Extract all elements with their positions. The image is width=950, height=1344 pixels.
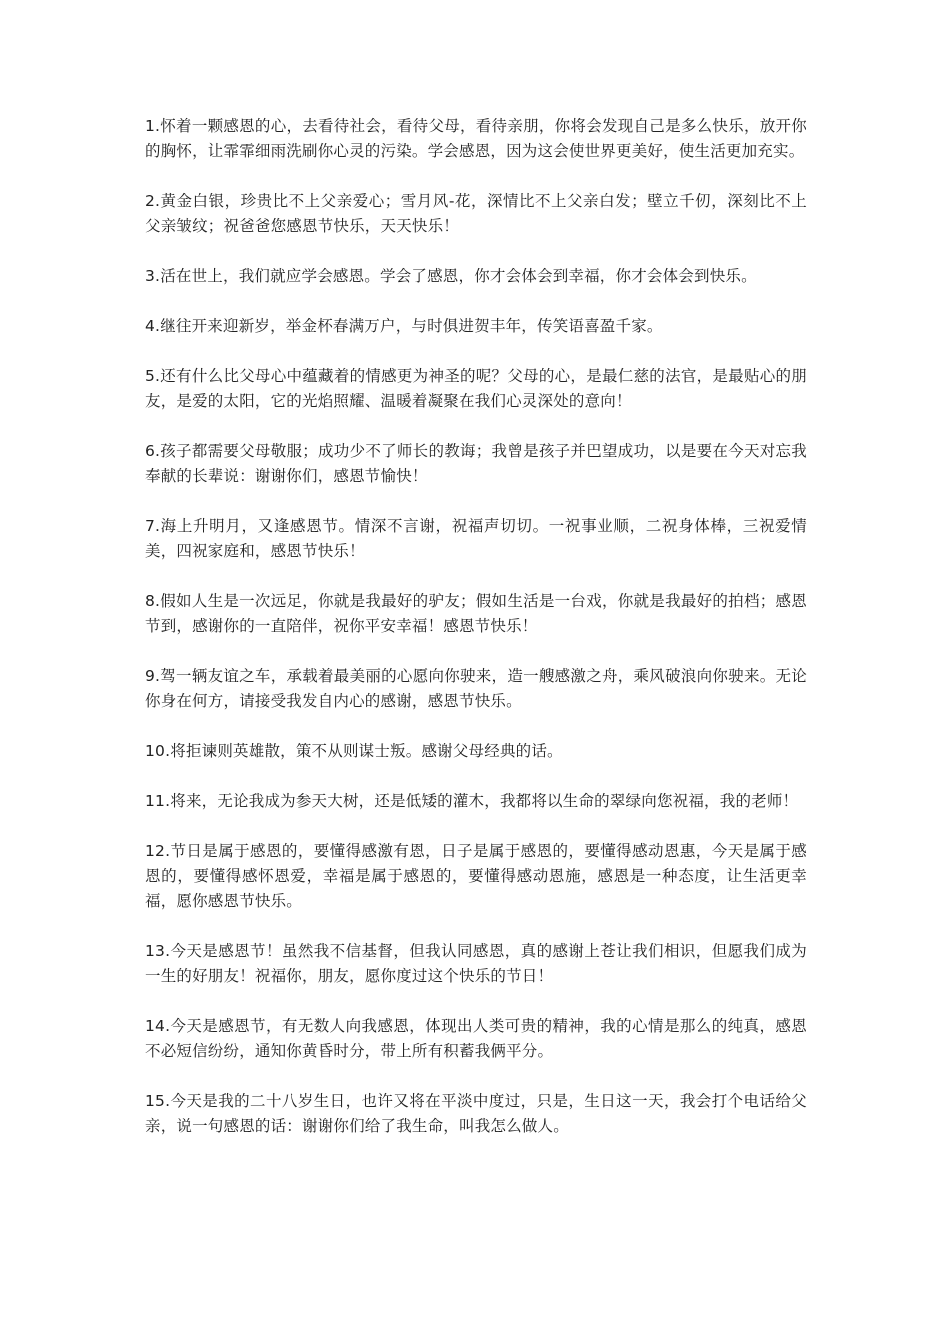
paragraph-12: 12.节日是属于感恩的，要懂得感激有恩，日子是属于感恩的，要懂得感动恩惠，今天是属于感恩的，要懂得感怀恩爱，幸福是属于感恩的，要懂得感动恩施，感恩是一种态度，让生活更幸福，愿你感恩节快乐。 bbox=[145, 842, 807, 910]
paragraph-10: 10.将拒谏则英雄散，策不从则谋士叛。感谢父母经典的话。 bbox=[145, 742, 563, 760]
paragraph-4: 4.继往开来迎新岁，举金杯春满万户，与时俱进贺丰年，传笑语喜盈千家。 bbox=[145, 317, 663, 335]
paragraph-2: 2.黄金白银，珍贵比不上父亲爱心；雪月风-花，深情比不上父亲白发；壁立千仞，深刻比不上父亲皱纹；祝爸爸您感恩节快乐，天天快乐！ bbox=[145, 192, 807, 235]
paragraph-5: 5.还有什么比父母心中蕴藏着的情感更为神圣的呢？父母的心，是最仁慈的法官，是最贴心的朋友，是爱的太阳，它的光焰照耀、温暖着凝聚在我们心灵深处的意向！ bbox=[145, 367, 807, 410]
paragraph-15: 15.今天是我的二十八岁生日，也许又将在平淡中度过，只是，生日这一天，我会打个电话给父亲，说一句感恩的话：谢谢你们给了我生命，叫我怎么做人。 bbox=[145, 1092, 807, 1135]
paragraph-6: 6.孩子都需要父母敬服；成功少不了师长的教诲；我曾是孩子并巴望成功，以是要在今天对忘我奉献的长辈说：谢谢你们，感恩节愉快！ bbox=[145, 442, 807, 485]
paragraph-1: 1.怀着一颗感恩的心，去看待社会，看待父母，看待亲朋，你将会发现自己是多么快乐，放开你的胸怀，让霏霏细雨洗刷你心灵的污染。学会感恩，因为这会使世界更美好，使生活更加充实。 bbox=[145, 117, 807, 160]
paragraph-14: 14.今天是感恩节，有无数人向我感恩，体现出人类可贵的精神，我的心情是那么的纯真，感恩不必短信纷纷，通知你黄昏时分，带上所有积蓄我俩平分。 bbox=[145, 1017, 807, 1060]
document-body bbox=[145, 114, 807, 1164]
paragraph-13: 13.今天是感恩节！虽然我不信基督，但我认同感恩，真的感谢上苍让我们相识，但愿我们成为一生的好朋友！祝福你，朋友，愿你度过这个快乐的节日！ bbox=[145, 942, 807, 985]
paragraph-8: 8.假如人生是一次远足，你就是我最好的驴友；假如生活是一台戏，你就是我最好的拍档；感恩节到，感谢你的一直陪伴，祝你平安幸福！感恩节快乐！ bbox=[145, 592, 807, 635]
paragraph-7: 7.海上升明月，又逢感恩节。情深不言谢，祝福声切切。一祝事业顺，二祝身体棒，三祝爱情美，四祝家庭和，感恩节快乐！ bbox=[145, 517, 807, 560]
paragraph-3: 3.活在世上，我们就应学会感恩。学会了感恩，你才会体会到幸福，你才会体会到快乐。 bbox=[145, 267, 757, 285]
paragraph-9: 9.驾一辆友谊之车，承载着最美丽的心愿向你驶来，造一艘感激之舟，乘风破浪向你驶来。无论你身在何方，请接受我发自内心的感谢，感恩节快乐。 bbox=[145, 667, 807, 710]
paragraph-11: 11.将来，无论我成为参天大树，还是低矮的灌木，我都将以生命的翠绿向您祝福，我的老师！ bbox=[145, 792, 799, 810]
